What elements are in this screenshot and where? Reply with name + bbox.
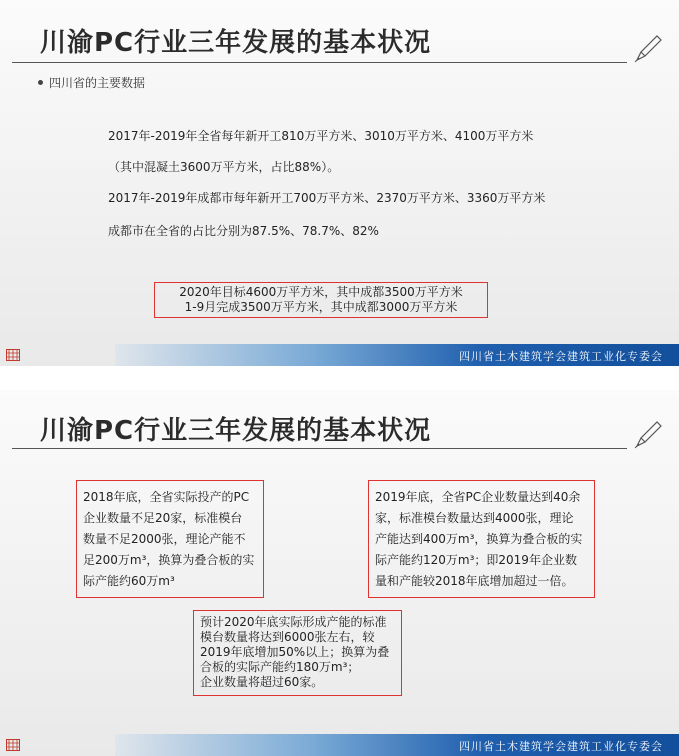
title-underline	[12, 62, 627, 63]
box-2020-line-3: 2019年底增加50%以上；换算为叠	[200, 645, 390, 659]
box-2018-line-2: 企业数量不足20家，标准模台	[83, 511, 243, 525]
footer-bar	[115, 734, 679, 756]
box-2019-line-3: 产能达到400万m³，换算为叠合板的实	[375, 532, 583, 546]
box-2019	[368, 480, 595, 598]
target-line-2: 1-9月完成3500万平方米，其中成都3000万平方米	[184, 300, 458, 314]
paragraph-3: 2017年-2019年成都市每年新开工700万平方米、2370万平方米、3360万平方米	[108, 191, 546, 205]
logo-icon	[6, 739, 20, 751]
footer-text: 四川省土木建筑学会建筑工业化专委会	[459, 740, 663, 753]
slide-title: 川渝PC行业三年发展的基本状况	[40, 416, 432, 446]
pen-icon	[633, 32, 665, 64]
box-2018-line-1: 2018年底，全省实际投产的PC	[83, 490, 250, 504]
box-2019-line-5: 量和产能较2018年底增加超过一倍。	[375, 574, 574, 588]
slide-gap	[0, 366, 679, 390]
box-2018	[76, 480, 264, 598]
footer-text: 四川省土木建筑学会建筑工业化专委会	[459, 350, 663, 363]
logo-icon	[6, 349, 20, 361]
bullet-text: 四川省的主要数据	[49, 76, 146, 90]
slide-1	[0, 0, 679, 366]
box-2019-line-1: 2019年底，全省PC企业数量达到40余	[375, 490, 581, 504]
box-2018-line-4: 足200万m³，换算为叠合板的实	[83, 553, 255, 567]
target-line-1: 2020年目标4600万平方米，其中成都3500万平方米	[179, 285, 463, 299]
bullet-dot-icon	[38, 80, 43, 85]
box-2020-line-1: 预计2020年底实际形成产能的标准	[200, 615, 387, 629]
title-underline	[12, 448, 627, 449]
paragraph-1: 2017年-2019年全省每年新开工810万平方米、3010万平方米、4100万平方米	[108, 129, 534, 143]
box-2019-line-4: 际产能约120万m³；即2019年企业数	[375, 553, 577, 567]
paragraph-4: 成都市在全省的占比分别为87.5%、78.7%、82%	[108, 224, 379, 238]
box-2020-line-4: 合板的实际产能约180万m³；	[200, 660, 360, 674]
footer-bar	[115, 344, 679, 366]
target-box	[154, 282, 488, 318]
bullet-item	[38, 74, 145, 91]
box-2018-line-3: 数量不足2000张，理论产能不	[83, 532, 246, 546]
box-2020-line-5: 企业数量将超过60家。	[200, 675, 324, 689]
paragraph-2: （其中混凝土3600万平方米，占比88%）。	[108, 160, 340, 174]
box-2018-line-5: 际产能约60万m³	[83, 574, 175, 588]
box-2020-forecast	[193, 610, 402, 696]
pen-icon	[633, 418, 665, 450]
slide-2	[0, 390, 679, 756]
box-2019-line-2: 家，标准模台数量达到4000张，理论	[375, 511, 574, 525]
box-2020-line-2: 模台数量将达到6000张左右，较	[200, 630, 375, 644]
slide-title: 川渝PC行业三年发展的基本状况	[40, 28, 432, 58]
